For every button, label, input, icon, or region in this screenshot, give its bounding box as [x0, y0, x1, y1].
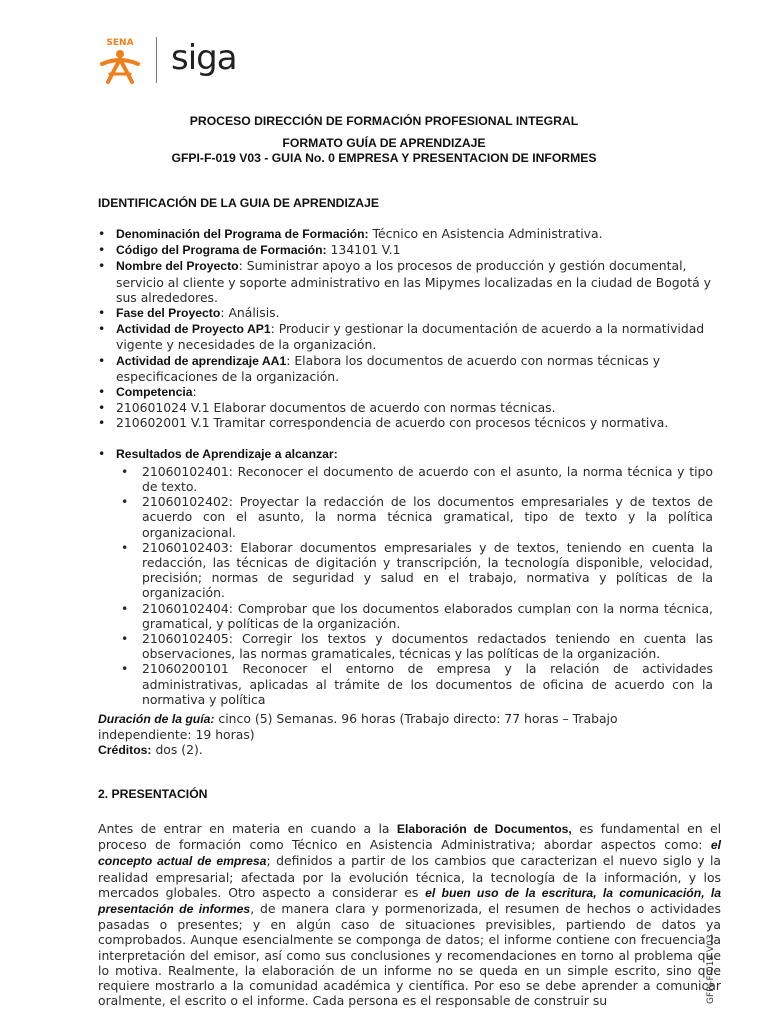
- list-item: • Competencia:: [98, 384, 713, 400]
- logo-row: [96, 34, 237, 86]
- list-item: • Nombre del Proyecto: Suministrar apoyo a los procesos de producción y gestión documental, servicio al cliente y soporte administrativo en las Mipymes localizadas en la ciudad de Bogotá y sus alrededores.: [98, 258, 713, 305]
- presentation-paragraph: Antes de entrar en materia en cuando a la Elaboración de Documentos, es fundamental en el proceso de formación como Técnico en Asistencia Administrativa; abordar aspectos como: el concepto actual de empresa; definidos a partir de los cambios que caracterizan el nuevo siglo y la realidad empresarial; afectada por la evolución técnica, la tecnología de la información, y los mercados globales. Otro aspecto a considerar es el buen uso de la escritura, la comunicación, la presentación de informes, de manera clara y pormenorizada, el resumen de hechos o actividades pasadas o presentes; y en algún caso de situaciones previsibles, partiendo de datos ya comprobados. Aunque esencialmente se componga de datos; el informe contiene con frecuencia la interpretación del emisor, así como sus conclusiones y recomendaciones en torno al problema que lo motiva. Realmente, la elaboración de un informe no se queda en un simple escrito, sino que requiere mostrarlo a la comunidad académica y científica. Por eso se debe aprender a comunicar oralmente, el escrito o el informe. Cada persona es el responsable de construir su: [98, 821, 722, 1009]
- sena-logo-icon: [96, 34, 144, 86]
- result-item: • 21060200101 Reconocer el entorno de empresa y la relación de actividades administrativas, aplicadas al trámite de los documentos de oficina de acuerdo con la normativa y política: [116, 661, 713, 707]
- list-item: • Actividad de Proyecto AP1: Producir y gestionar la documentación de acuerdo a la normatividad vigente y necesidades de la organización.: [98, 321, 713, 352]
- list-item: • Denominación del Programa de Formación: Técnico en Asistencia Administrativa.: [98, 226, 713, 242]
- siga-logo: siga: [171, 38, 237, 78]
- result-item: • 21060102404: Comprobar que los documentos elaborados cumplan con la norma técnica, gramatical, y políticas de la organización.: [116, 601, 713, 631]
- list-item: • 210602001 V.1 Tramitar correspondencia de acuerdo con procesos técnicos y normativa.: [98, 415, 713, 430]
- results-list: [116, 464, 713, 707]
- list-item: • Fase del Proyecto: Análisis.: [98, 305, 713, 321]
- result-item: • 21060102405: Corregir los textos y documentos redactados teniendo en cuenta las observaciones, las normas gramaticales, técnicas y las políticas de la organización.: [116, 631, 713, 661]
- list-item: • 210601024 V.1 Elaborar documentos de acuerdo con normas técnicas.: [98, 400, 713, 415]
- credits-label: Créditos:: [98, 743, 152, 758]
- result-item: • 21060102403: Elaborar documentos empresariales y de textos, teniendo en cuenta la redacción, las técnicas de digitación y transcripción, la tecnología disponible, velocidad, precisión; normas de seguridad y salud en el trabajo, normativa y políticas de la organización.: [116, 540, 713, 601]
- duration-block: Duración de la guía: cinco (5) Semanas. 96 horas (Trabajo directo: 77 horas – Trabajo independiente: 19 horas) Créditos: dos (2).: [98, 711, 618, 758]
- footer-code: GFPI-F-019 V03: [706, 934, 716, 1004]
- result-item: • 21060102401: Reconocer el documento de acuerdo con el asunto, la norma técnica y tipo de texto.: [116, 464, 713, 494]
- list-item: • Actividad de aprendizaje AA1: Elabora los documentos de acuerdo con normas técnicas y especificaciones de la organización.: [98, 353, 713, 384]
- result-item: • 21060102402: Proyectar la redacción de los documentos empresariales y de textos de acuerdo con el asunto, la norma técnica gramatical, tipo de texto y la política organizacional.: [116, 494, 713, 540]
- svg-text:SENA: SENA: [106, 38, 134, 48]
- credits-value: dos (2).: [151, 742, 203, 758]
- format-title: FORMATO GUÍA DE APRENDIZAJE: [282, 136, 486, 150]
- process-title: PROCESO DIRECCIÓN DE FORMACIÓN PROFESIONAL INTEGRAL: [189, 114, 579, 128]
- list-item: • Código del Programa de Formación: 134101 V.1: [98, 242, 713, 258]
- guide-code-title: GFPI-F-019 V03 - GUIA No. 0 EMPRESA Y PRESENTACION DE INFORMES: [171, 151, 597, 165]
- duration-value: cinco (5) Semanas. 96 horas (Trabajo directo: 77 horas – Trabajo independiente: 19 horas): [98, 711, 618, 743]
- results-item: • Resultados de Aprendizaje a alcanzar: • 21060102401: Reconocer el documento de acuerdo con el asunto, la norma técnica y tipo de texto. • 21060102402: Proyectar la redacción de los documentos empresariales y de textos de acuerdo con el asunto, la norma técnica gramatical, tipo de texto y la política organizacional. • 21060102403: Elaborar documentos empresariales y de textos, teniendo en cuenta la redacción, las técnicas de digitación y transcripción, la tecnología disponible, velocidad, precisión; normas de seguridad y salud en el trabajo, normativa y políticas de la organización. • 21060102404: Comprobar que los documentos elaborados cumplan con la norma técnica, gramatical, y políticas de la organización. • 21060102405: Corregir los textos y documentos redactados teniendo en cuenta las observaciones, las normas gramaticales, técnicas y las políticas de la organización. • 21060200101 Reconocer el entorno de empresa y la relación de actividades administrativas, aplicadas al trámite de los documentos de oficina de acuerdo con la normativa y política: [98, 446, 713, 707]
- duration-label: Duración de la guía: [98, 712, 211, 726]
- logo-divider: [156, 37, 157, 83]
- identification-list: [98, 226, 713, 707]
- presentation-title: 2. PRESENTACIÓN: [98, 787, 208, 801]
- identification-title: IDENTIFICACIÓN DE LA GUIA DE APRENDIZAJE: [98, 196, 380, 210]
